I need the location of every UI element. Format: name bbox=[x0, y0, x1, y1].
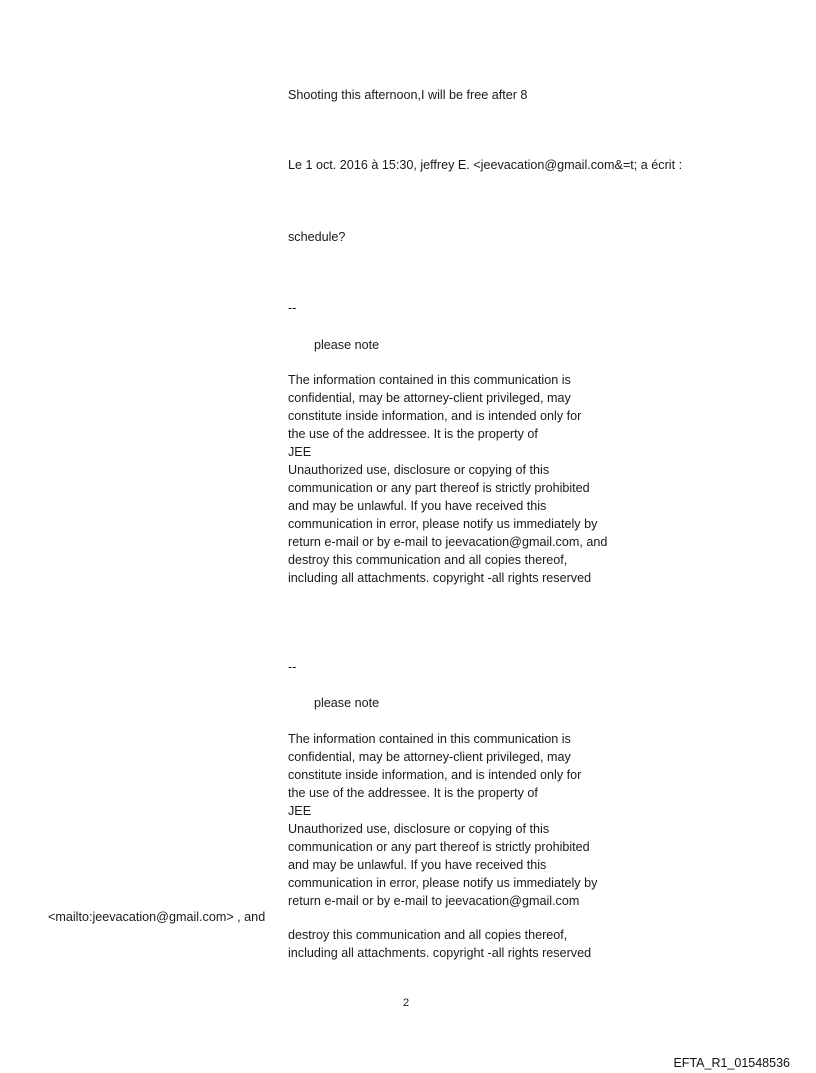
signature-heading: please note bbox=[314, 696, 380, 710]
disclaimer-line: Unauthorized use, disclosure or copying of this bbox=[288, 463, 550, 477]
disclaimer-line: the use of the addressee. It is the property of bbox=[288, 427, 538, 441]
disclaimer-block bbox=[288, 371, 648, 587]
disclaimer-line: return e-mail or by e-mail to jeevacation@gmail.com bbox=[288, 894, 580, 908]
disclaimer-line: and may be unlawful. If you have received this bbox=[288, 499, 547, 513]
mailto-link[interactable]: <mailto:jeevacation@gmail.com> , and bbox=[48, 910, 266, 924]
disclaimer-line: destroy this communication and all copies thereof, bbox=[288, 553, 568, 567]
disclaimer-line: constitute inside information, and is intended only for bbox=[288, 768, 582, 782]
disclaimer-line: JEE bbox=[288, 804, 312, 818]
disclaimer-line: return e-mail or by e-mail to jeevacation@gmail.com, and bbox=[288, 535, 608, 549]
disclaimer-line: communication or any part thereof is strictly prohibited bbox=[288, 481, 590, 495]
signature-separator: -- bbox=[288, 301, 297, 315]
disclaimer-line: communication in error, please notify us immediately by bbox=[288, 517, 598, 531]
document-id: EFTA_R1_01548536 bbox=[673, 1056, 790, 1070]
quote-header: Le 1 oct. 2016 à 15:30, jeffrey E. <jeevacation@gmail.com&=t; a écrit : bbox=[288, 158, 683, 172]
disclaimer-line: The information contained in this communication is bbox=[288, 732, 571, 746]
disclaimer-line: and may be unlawful. If you have received this bbox=[288, 858, 547, 872]
disclaimer-line: constitute inside information, and is intended only for bbox=[288, 409, 582, 423]
disclaimer-line: confidential, may be attorney-client privileged, may bbox=[288, 750, 571, 764]
signature-separator: -- bbox=[288, 660, 297, 674]
disclaimer-line: communication or any part thereof is strictly prohibited bbox=[288, 840, 590, 854]
reply-text: Shooting this afternoon,I will be free after 8 bbox=[288, 88, 528, 102]
disclaimer-line: communication in error, please notify us immediately by bbox=[288, 876, 598, 890]
disclaimer-line: JEE bbox=[288, 445, 312, 459]
disclaimer-block-end bbox=[288, 926, 648, 962]
disclaimer-block bbox=[288, 730, 648, 910]
disclaimer-line: including all attachments. copyright -all rights reserved bbox=[288, 571, 592, 585]
quoted-message: schedule? bbox=[288, 230, 346, 244]
disclaimer-line: the use of the addressee. It is the property of bbox=[288, 786, 538, 800]
disclaimer-line: destroy this communication and all copies thereof, bbox=[288, 928, 568, 942]
signature-heading: please note bbox=[314, 338, 380, 352]
disclaimer-line: The information contained in this communication is bbox=[288, 373, 571, 387]
page-number: 2 bbox=[403, 997, 410, 1009]
disclaimer-line: Unauthorized use, disclosure or copying of this bbox=[288, 822, 550, 836]
disclaimer-line: confidential, may be attorney-client privileged, may bbox=[288, 391, 571, 405]
disclaimer-line: including all attachments. copyright -all rights reserved bbox=[288, 946, 592, 960]
